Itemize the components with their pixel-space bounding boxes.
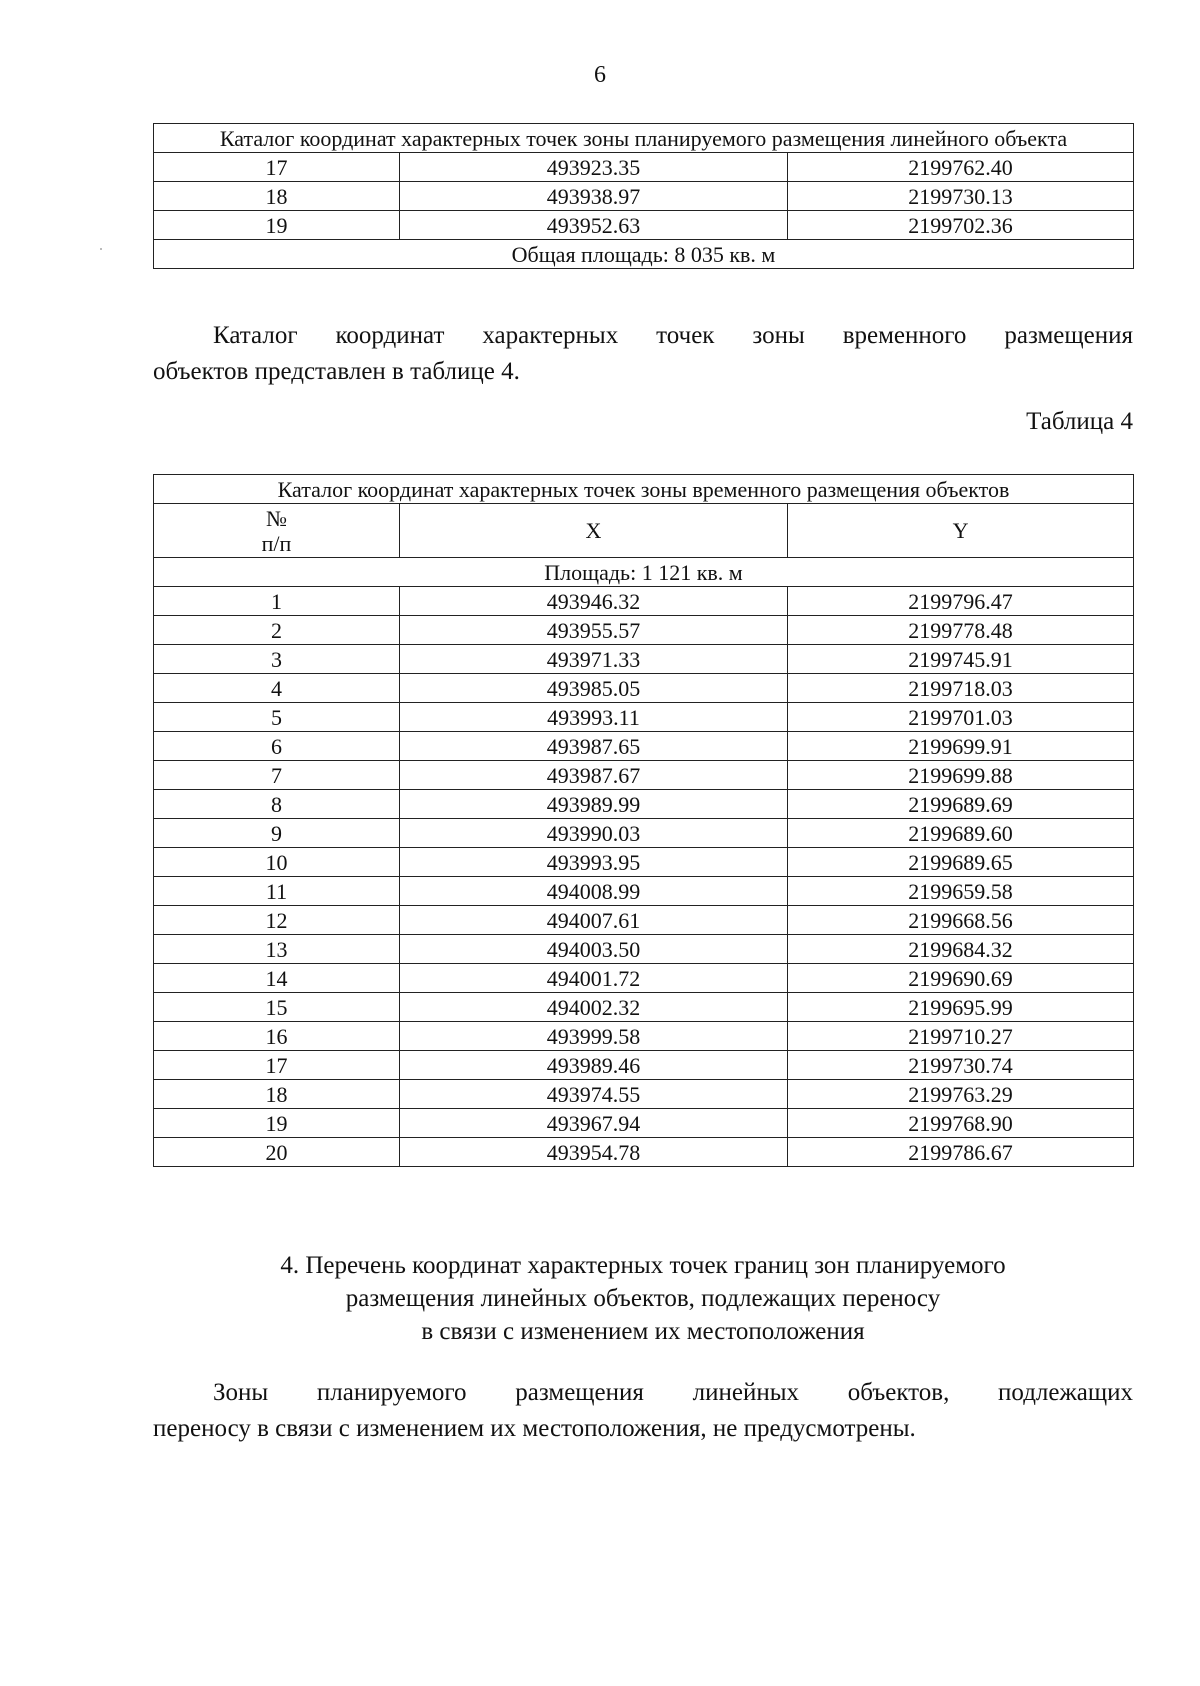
point-number-cell: 20 — [154, 1138, 400, 1167]
x-coordinate-cell: 493993.95 — [400, 848, 788, 877]
point-number-cell: 2 — [154, 616, 400, 645]
table-row — [154, 587, 1134, 616]
y-coordinate-cell: 2199668.56 — [788, 906, 1134, 935]
y-coordinate-cell: 2199786.67 — [788, 1138, 1134, 1167]
point-number-cell: 19 — [154, 1109, 400, 1138]
table-title-row — [154, 475, 1134, 504]
x-coordinate-cell: 493952.63 — [400, 211, 788, 240]
table-row — [154, 732, 1134, 761]
table-row — [154, 819, 1134, 848]
scan-speck — [100, 248, 102, 250]
point-number-cell: 9 — [154, 819, 400, 848]
section-para-line-1: Зоны планируемого размещения линейных объектов, подлежащих — [213, 1379, 1133, 1406]
point-number-cell: 5 — [154, 703, 400, 732]
table-header-row — [154, 504, 1134, 558]
y-coordinate-cell: 2199768.90 — [788, 1109, 1134, 1138]
y-coordinate-cell: 2199684.32 — [788, 935, 1134, 964]
y-coordinate-cell: 2199718.03 — [788, 674, 1134, 703]
coordinates-table-continued — [153, 123, 1134, 269]
point-number-cell: 3 — [154, 645, 400, 674]
y-coordinate-cell: 2199689.65 — [788, 848, 1134, 877]
point-number-cell: 17 — [154, 153, 400, 182]
point-number-cell: 18 — [154, 1080, 400, 1109]
intro-line-2: объектов представлен в таблице 4. — [153, 358, 520, 385]
section-4-heading — [153, 1249, 1133, 1348]
section-heading-line-1: 4. Перечень координат характерных точек границ зон планируемого — [280, 1252, 1006, 1279]
table-row — [154, 906, 1134, 935]
y-coordinate-cell: 2199695.99 — [788, 993, 1134, 1022]
table-row — [154, 1138, 1134, 1167]
table-row — [154, 645, 1134, 674]
area-cell: Площадь: 1 121 кв. м — [154, 558, 1134, 587]
point-number-cell: 8 — [154, 790, 400, 819]
table-title-row — [154, 124, 1134, 153]
point-number-cell: 15 — [154, 993, 400, 1022]
section-heading-line-2: размещения линейных объектов, подлежащих переносу — [345, 1285, 941, 1312]
table-row — [154, 1022, 1134, 1051]
point-number-cell: 19 — [154, 211, 400, 240]
x-coordinate-cell: 493971.33 — [400, 645, 788, 674]
table-title: Каталог координат характерных точек зоны планируемого размещения линейного объекта — [154, 124, 1134, 153]
table-row — [154, 703, 1134, 732]
x-coordinate-cell: 494007.61 — [400, 906, 788, 935]
x-coordinate-cell: 493990.03 — [400, 819, 788, 848]
table-row — [154, 182, 1134, 211]
intro-paragraph — [153, 318, 1133, 390]
column-header-number-abbr: п/п — [261, 530, 292, 556]
x-coordinate-cell: 494008.99 — [400, 877, 788, 906]
intro-line-1: Каталог координат характерных точек зоны временного размещения — [213, 322, 1133, 349]
y-coordinate-cell: 2199699.88 — [788, 761, 1134, 790]
table-row — [154, 1051, 1134, 1080]
table-row — [154, 993, 1134, 1022]
x-coordinate-cell: 493954.78 — [400, 1138, 788, 1167]
x-coordinate-cell: 494001.72 — [400, 964, 788, 993]
column-header-y: Y — [788, 504, 1134, 558]
y-coordinate-cell: 2199796.47 — [788, 587, 1134, 616]
y-coordinate-cell: 2199699.91 — [788, 732, 1134, 761]
x-coordinate-cell: 493985.05 — [400, 674, 788, 703]
total-area-row — [154, 240, 1134, 269]
table-row — [154, 964, 1134, 993]
x-coordinate-cell: 493955.57 — [400, 616, 788, 645]
point-number-cell: 4 — [154, 674, 400, 703]
x-coordinate-cell: 493993.11 — [400, 703, 788, 732]
total-area-cell: Общая площадь: 8 035 кв. м — [154, 240, 1134, 269]
table-caption: Таблица 4 — [1026, 408, 1133, 435]
table-row — [154, 935, 1134, 964]
point-number-cell: 10 — [154, 848, 400, 877]
point-number-cell: 1 — [154, 587, 400, 616]
y-coordinate-cell: 2199659.58 — [788, 877, 1134, 906]
x-coordinate-cell: 493987.65 — [400, 732, 788, 761]
point-number-cell: 17 — [154, 1051, 400, 1080]
table-row — [154, 153, 1134, 182]
table-row — [154, 1080, 1134, 1109]
x-coordinate-cell: 493989.99 — [400, 790, 788, 819]
x-coordinate-cell: 494002.32 — [400, 993, 788, 1022]
table-row — [154, 790, 1134, 819]
y-coordinate-cell: 2199702.36 — [788, 211, 1134, 240]
y-coordinate-cell: 2199730.74 — [788, 1051, 1134, 1080]
table-row — [154, 877, 1134, 906]
table-row — [154, 211, 1134, 240]
area-row — [154, 558, 1134, 587]
y-coordinate-cell: 2199710.27 — [788, 1022, 1134, 1051]
x-coordinate-cell: 493946.32 — [400, 587, 788, 616]
table-row — [154, 674, 1134, 703]
section-para-line-2: переносу в связи с изменением их местоположения, не предусмотрены. — [153, 1415, 916, 1442]
table-title: Каталог координат характерных точек зоны временного размещения объектов — [154, 475, 1134, 504]
section-heading-line-3: в связи с изменением их местоположения — [421, 1318, 865, 1345]
point-number-cell: 18 — [154, 182, 400, 211]
x-coordinate-cell: 493967.94 — [400, 1109, 788, 1138]
table-row — [154, 1109, 1134, 1138]
x-coordinate-cell: 493923.35 — [400, 153, 788, 182]
point-number-cell: 11 — [154, 877, 400, 906]
y-coordinate-cell: 2199763.29 — [788, 1080, 1134, 1109]
point-number-cell: 6 — [154, 732, 400, 761]
y-coordinate-cell: 2199762.40 — [788, 153, 1134, 182]
column-header-number-symbol: № — [266, 505, 287, 531]
point-number-cell: 13 — [154, 935, 400, 964]
coordinates-table-4 — [153, 474, 1134, 1167]
column-header-number — [154, 504, 400, 558]
table-row — [154, 761, 1134, 790]
y-coordinate-cell: 2199701.03 — [788, 703, 1134, 732]
y-coordinate-cell: 2199689.69 — [788, 790, 1134, 819]
page-number: 6 — [594, 62, 606, 88]
x-coordinate-cell: 493999.58 — [400, 1022, 788, 1051]
x-coordinate-cell: 493987.67 — [400, 761, 788, 790]
point-number-cell: 12 — [154, 906, 400, 935]
point-number-cell: 7 — [154, 761, 400, 790]
x-coordinate-cell: 493938.97 — [400, 182, 788, 211]
point-number-cell: 14 — [154, 964, 400, 993]
x-coordinate-cell: 493989.46 — [400, 1051, 788, 1080]
column-header-x: X — [400, 504, 788, 558]
table-row — [154, 616, 1134, 645]
point-number-cell: 16 — [154, 1022, 400, 1051]
x-coordinate-cell: 494003.50 — [400, 935, 788, 964]
y-coordinate-cell: 2199689.60 — [788, 819, 1134, 848]
x-coordinate-cell: 493974.55 — [400, 1080, 788, 1109]
section-4-paragraph — [153, 1375, 1133, 1447]
table-row — [154, 848, 1134, 877]
y-coordinate-cell: 2199745.91 — [788, 645, 1134, 674]
y-coordinate-cell: 2199730.13 — [788, 182, 1134, 211]
y-coordinate-cell: 2199690.69 — [788, 964, 1134, 993]
y-coordinate-cell: 2199778.48 — [788, 616, 1134, 645]
